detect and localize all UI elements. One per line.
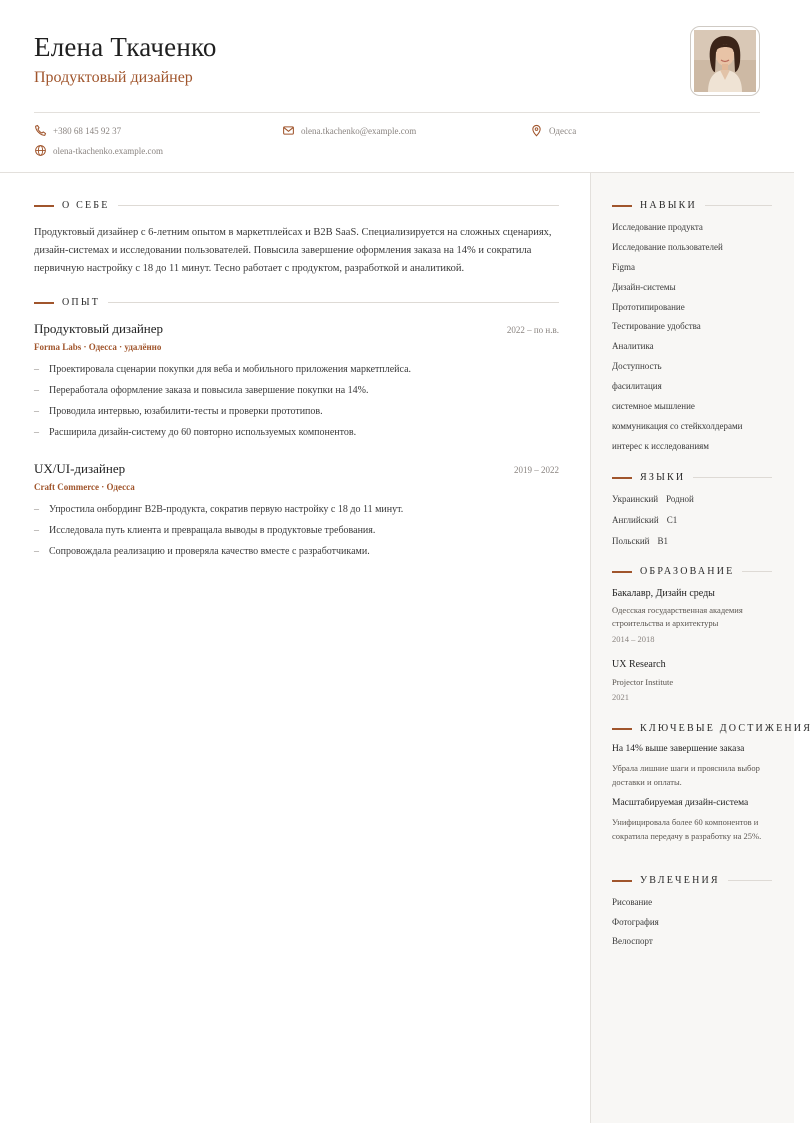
job-company: Forma Labs · Одесса · удалённо [34,342,162,352]
section-rule [108,302,559,303]
about-text: Продуктовый дизайнер с 6-летним опытом в маркетплейсах и B2B SaaS. Специализируется на сложных сценариях, дизайн-системах и исследовании пользователей. Повысила завершение оформления заказа на 14% и сократила первичную настройку с 18 до 11 минут. Тесно работает с продуктом, разработкой и аналитикой. [34,227,552,274]
skill-item: коммуникация со стейкхолдерами [612,420,743,431]
job-bullet: – Расширила дизайн-систему до 60 повторно используемых компонентов. [34,426,559,447]
achievement-title: На 14% выше завершение заказа [612,744,745,754]
language-item [612,492,694,513]
accent-bar [612,880,632,882]
section-label: ОПЫТ [62,297,101,308]
skill-item: системное мышление [612,401,695,412]
section-label: ОБРАЗОВАНИЕ [640,566,735,577]
full-name: Елена Ткаченко [34,32,217,62]
section-title-about [34,200,559,211]
education-school: Одесская государственная академия строительства и архитектуры [612,605,743,628]
achievement-desc: Убрала лишние шаги и прояснила выбор доставки и оплаты. [612,763,760,787]
section-label: УВЛЕЧЕНИЯ [640,875,720,886]
section-title-hobbies [612,875,772,886]
education-degree: Бакалавр, Дизайн среды [612,588,715,599]
contact-location [530,124,576,137]
skill-item: фасилитация [612,381,662,392]
contact-phone [34,124,121,137]
skill-item: Доступность [612,361,662,372]
accent-bar [612,477,632,479]
skill-item: Дизайн-системы [612,281,676,292]
accent-bar [612,205,632,207]
job-bullet: – Проектировала сценарии покупки для веба и мобильного приложения маркетплейса. [34,363,559,384]
language-item [612,534,694,555]
hobby-item: Фотография [612,916,659,927]
education-degree: UX Research [612,659,666,670]
job-role: Продуктовый дизайнер [34,69,193,86]
job-bullets [34,503,559,566]
phone-icon [34,124,47,137]
job-title: Продуктовый дизайнер [34,321,164,336]
section-label: НАВЫКИ [640,200,697,211]
job-bullet: – Упростила онбординг B2B-продукта, сократив первую настройку с 18 до 11 минут. [34,503,559,524]
email-text: olena.tkachenko@example.com [301,125,417,136]
section-title-languages [612,472,772,483]
job-bullet: – Проводила интервью, юзабилити-тесты и проверки прототипов. [34,405,559,426]
skills-list [612,220,743,459]
skill-item: Прототипирование [612,301,685,312]
job-company: Craft Commerce · Одесса [34,482,135,492]
education-years: 2021 [612,692,629,702]
language-name: Английский [612,515,659,525]
section-title-skills [612,200,772,211]
section-label: О СЕБЕ [62,200,110,211]
language-level: C1 [666,515,678,525]
accent-bar [612,571,632,573]
language-name: Украинский [612,494,659,504]
job-bullet: – Исследовала путь клиента и превращала выводы в продуктовые требования. [34,524,559,545]
job-dates: 2019 – 2022 [514,465,559,475]
skill-item: Исследование пользователей [612,241,723,252]
skill-item: интерес к исследованиям [612,440,709,451]
section-rule [705,205,772,206]
website-text: olena-tkachenko.example.com [53,145,163,156]
section-rule [118,205,559,206]
hobby-item: Велоспорт [612,936,653,946]
languages-list [612,492,694,555]
section-label: ЯЗЫКИ [640,472,686,483]
job-bullet: – Переработала оформление заказа и повысила завершение покупки на 14%. [34,384,559,405]
hobby-item: Рисование [612,897,653,907]
language-name: Польский [612,536,650,546]
job-dates: 2022 – по н.в. [506,325,559,335]
skill-item: Аналитика [612,341,654,352]
resume-header [0,0,794,173]
achievement-title: Масштабируемая дизайн-система [612,798,749,808]
section-title-achievements [612,723,812,734]
language-level: B1 [657,536,668,546]
section-title-education [612,566,772,577]
job-title: UX/UI-дизайнер [34,461,126,476]
accent-bar [34,205,54,207]
section-rule [728,880,772,881]
map-pin-icon [530,124,543,137]
section-title-experience [34,297,559,308]
portrait-illustration [694,30,756,92]
phone-text: +380 68 145 92 37 [53,125,122,136]
skill-item: Figma [612,261,636,272]
job-bullets [34,363,559,447]
language-level: Родной [666,494,694,504]
hobbies-list [612,895,659,954]
achievement-desc: Унифицировала более 60 компонентов и сократила передачу в разработку на 25%. [612,817,762,841]
skill-item: Исследование продукта [612,222,703,232]
education-years: 2014 – 2018 [612,634,655,644]
section-label: КЛЮЧЕВЫЕ ДОСТИЖЕНИЯ [640,723,812,734]
header-divider [34,112,760,113]
skill-item: Тестирование удобства [612,321,701,332]
accent-bar [612,728,632,730]
education-school: Projector Institute [612,677,674,687]
section-rule [693,477,772,478]
job-bullet: – Сопровождала реализацию и проверяла качество вместе с разработчиками. [34,545,559,566]
globe-icon [34,144,47,157]
mail-icon [282,124,295,137]
location-text: Одесса [549,125,577,136]
profile-photo-frame [690,26,760,96]
profile-photo [694,30,756,92]
section-rule [742,571,772,572]
accent-bar [34,302,54,304]
language-item [612,513,694,534]
contact-website [34,144,163,157]
contact-email [282,124,416,137]
